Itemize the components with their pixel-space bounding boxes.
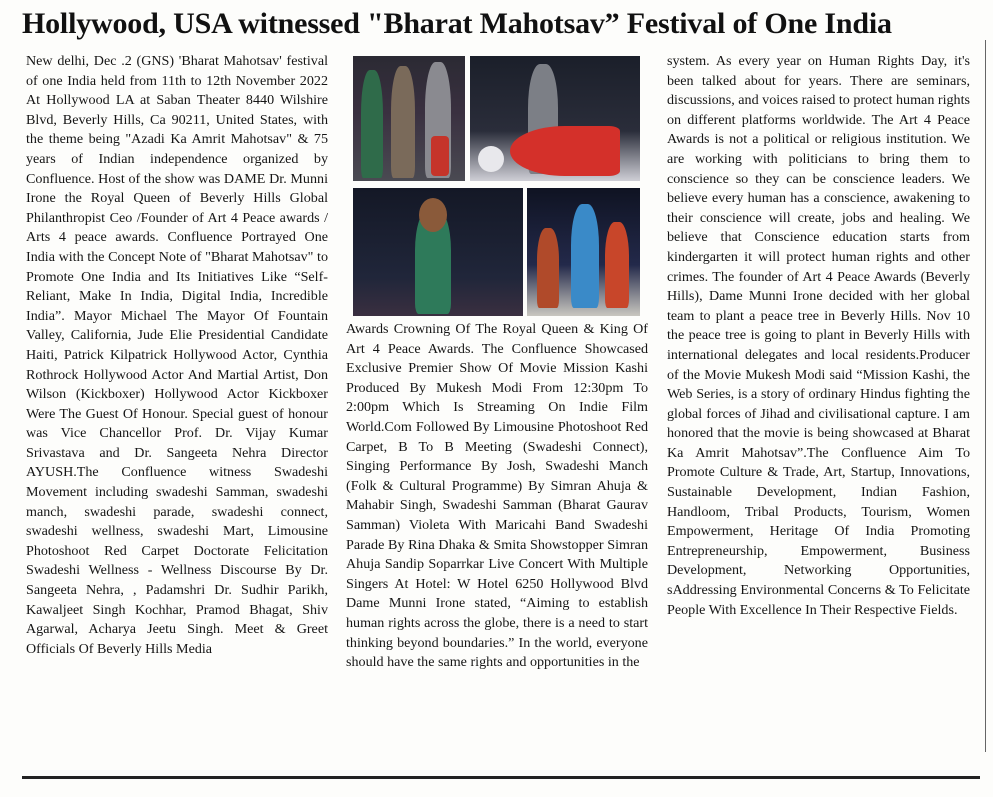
article-column-3: system. As every year on Human Rights Day, it's been talked about for years. There are seminars, discussions, and voices raised to protect human rights on different platforms worldwide. The Art 4 Peace Awards is not a political or religious institution. We are working with politicians to bring them to conscience so they can be conscience leaders. We believe every human has a conscience, awakening to their conscience will create, jobs and healing. We believe that Conscience education starts from kindergarten it will protect human rights and other crimes. The founder of Art 4 Peace Awards (Beverly Hills), Dame Munni Irone decided with her global team to plant a peace tree in Beverly Hills. Nov 10 the peace tree is going to plant in Beverly Hills with international delegates and local residents.Producer of the Movie Mukesh Modi said “Mission Kashi, the Web Series, is a story of ordinary Hindus fighting the global forces of Jihad and civilisational capture. I am honored that the movie is being showcased at Bharat Ka Amrit Mahotsav”.The Confluence Aim To Promote Culture & Trade, Art, Startup, Innovations, Sustainable Development, Indian Fashion, Handloom, Tribal Products, Tourism, Women Empowerment, Heritage Of India Promoting Entrepreneurship, Empowerment, Business Development, Networking Opportunities, sAddressing Environmental Concerns & To Felicitate People With Excellence In Their Respective Fields.	[667, 53, 970, 618]
headline: Hollywood, USA witnessed "Bharat Mahotsav” Festival of One India	[22, 7, 892, 40]
column-divider	[985, 40, 986, 752]
event-photo-4	[527, 188, 640, 316]
bottom-rule	[22, 776, 980, 779]
event-photo-2	[470, 56, 640, 181]
article-column-2: Awards Crowning Of The Royal Queen & King Of Art 4 Peace Awards. The Confluence Showcased Exclusive Premier Show Of Movie Mission Kashi Produced By Mukesh Modi From 12:30pm To 2:00pm Which Is Streaming On Indie Film World.Com Followed By Limousine Photoshoot Red Carpet, B To B Meeting (Swadeshi Connect), Singing Performance By Josh, Swadeshi Manch (Folk & Cultural Programme) By Simran Ahuja & Mahabir Singh, Swadeshi Samman (Bharat Gaurav Samman) Violeta With Maricahi Band Swadeshi Parade By Rina Dhaka & Smita Showstopper Simran Ahuja Sandip Soparrkar Live Concert With Multiple Singers At Hotel: W Hotel 6250 Hollywood Blvd Dame Munni Irone stated, “Aiming to establish human rights across the globe, there is a need to start thinking beyond boundaries.” In the world, everyone should have the same rights and opportunities in the	[346, 321, 648, 671]
event-photo-1	[353, 56, 465, 181]
event-photo-3	[353, 188, 523, 316]
article-column-1: New delhi, Dec .2 (GNS) 'Bharat Mahotsav' festival of one India held from 11th to 12th November 2022 At Hollywood LA at Saban Theater 8440 Wilshire Blvd, Beverly Hills, Ca 90211, United States, with the theme being "Azadi Ka Amrit Mahotsav" & 75 years of Indian independence organized by Confluence. Host of the show was DAME Dr. Munni Irone the Royal Queen of Beverly Hills Global Philanthropist Ceo /Founder of Art 4 Peace awards / Arts 4 peace awards. Confluence Portrayed One India with the Concept Note of "Bharat Mahotsav" to Promote One India and Its Initiatives Like “Self-Reliant, Make In India, Digital India, Incredible India”. Mayor Michael The Mayor Of Fountain Valley, California, Jude Elie Presidential Candidate Haiti, Patrick Kilpatrick Hollywood Actor, Cynthia Rothrock Hollywood Actor And Martial Artist, Don Wilson (Kickboxer) Hollywood Actor Kickboxer Were The Guest Of Honour. Special guest of honour was Vice Chancellor Prof. Dr. Vijay Kumar Srivastava and Dr. Sangeeta Nehra Director AYUSH.The Confluence witness Swadeshi Movement including swadeshi Samman, swadeshi manch, swadeshi parade, swadeshi connect, swadeshi wellness, swadeshi Mart, Limousine Photoshoot Red Carpet Doctorate Felicitation Swadeshi Wellness - Wellness Discourse By Dr. Sangeeta Nehra, , Padamshri Dr. Sudhir Parikh, Kawaljeet Singh Kochhar, Pramod Bhagat, Shiv Agarwal, Acharya Jeetu Singh. Meet & Greet Officials Of Beverly Hills Media	[26, 53, 328, 657]
